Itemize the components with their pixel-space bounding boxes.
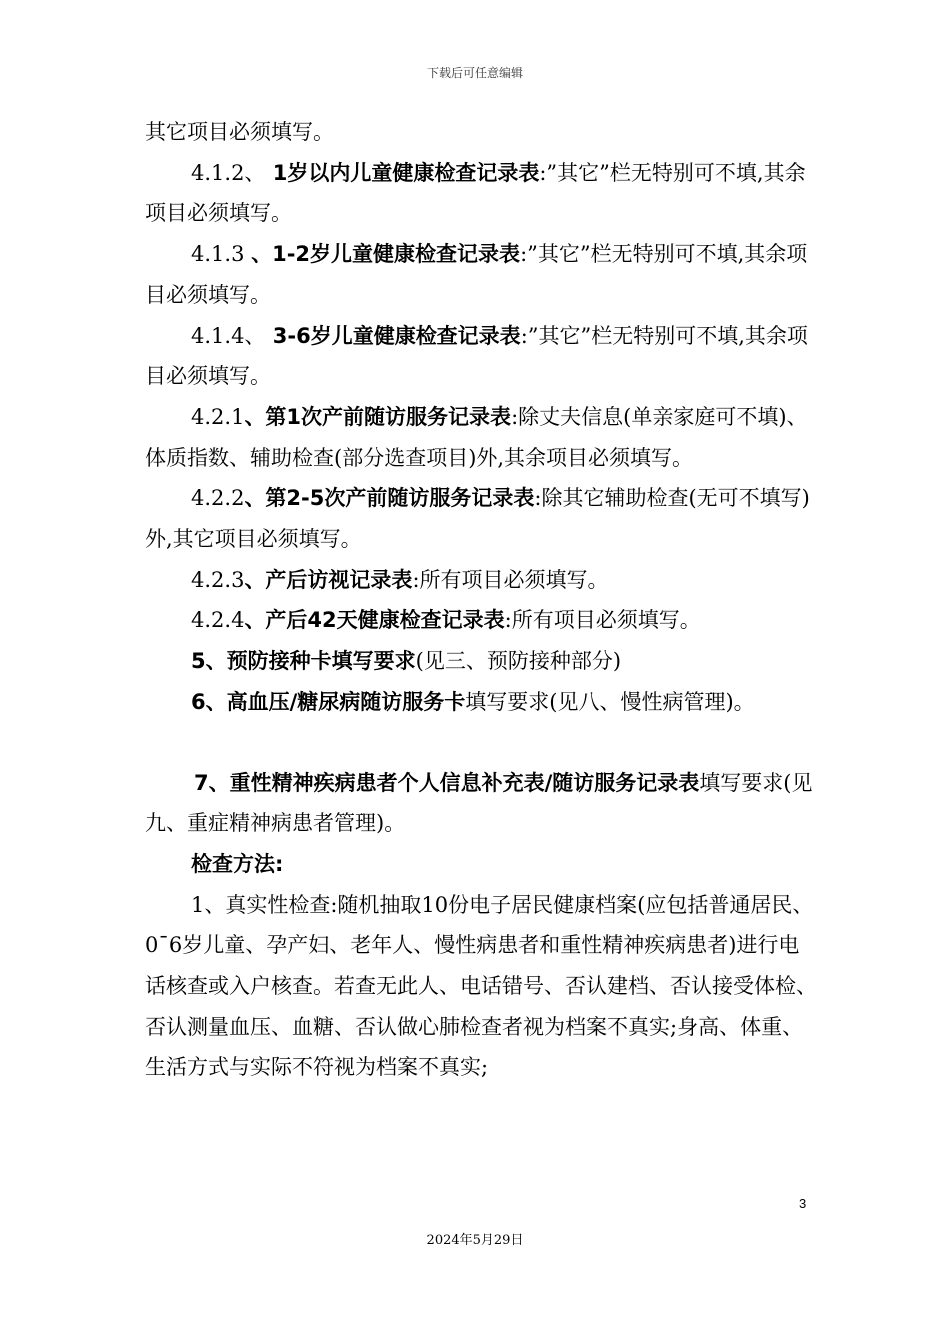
page-footer-date: 2024年5月29日 — [426, 1233, 524, 1248]
requirement-text: 填写要求(见九、重症精神病患者管理)。 — [145, 770, 813, 836]
section-heading: 6、高血压/糖尿病随访服务卡 — [191, 689, 466, 714]
requirement-text: 填写要求(见八、慢性病管理)。 — [465, 689, 755, 714]
paragraph-4-2-3 — [145, 560, 820, 601]
paragraph-4-2-2 — [145, 478, 820, 559]
section-heading: 检查方法: — [191, 851, 284, 876]
requirement-text: :除其它辅助检查(无可不填写)外,其它项目必须填写。 — [145, 486, 810, 552]
form-title: 3-6岁儿童健康检查记录表 — [265, 323, 521, 348]
section-number: 4.2.1 — [191, 404, 245, 429]
section-number: 4.1.4、 — [191, 323, 266, 348]
requirement-text: :”其它”栏无特别可不填,其余项目必须填写。 — [145, 323, 808, 389]
form-title: 、产后42天健康检查记录表 — [244, 608, 505, 633]
requirement-text: :所有项目必须填写。 — [412, 567, 609, 592]
paragraph-5 — [145, 641, 820, 682]
section-heading: 5、预防接种卡填写要求 — [191, 649, 416, 674]
section-number: 4.1.3 — [191, 242, 252, 267]
form-title: 1岁以内儿童健康检查记录表 — [265, 160, 540, 185]
form-title: 、第2-5次产前随访服务记录表 — [244, 486, 535, 511]
paragraph-7 — [145, 763, 820, 844]
page-number: 3 — [799, 1196, 807, 1211]
paragraph-0: 其它项目必须填写。 — [145, 120, 334, 144]
requirement-text: :所有项目必须填写。 — [504, 608, 701, 633]
requirement-text: :”其它”栏无特别可不填,其余项目必须填写。 — [145, 160, 806, 226]
paragraph-authenticity-check — [145, 885, 820, 1089]
paragraph-check-method — [145, 844, 820, 885]
requirement-text: (见三、预防接种部分) — [415, 649, 622, 674]
section-number: 4.2.2 — [191, 486, 245, 511]
section-number: 4.1.2、 — [191, 160, 266, 185]
requirement-text: :”其它”栏无特别可不填,其余项目必须填写。 — [145, 242, 808, 307]
requirement-text: :除丈夫信息(单亲家庭可不填)、 体质指数、辅助检查(部分选查项目)外,其余项目必须填写。 — [145, 404, 808, 470]
section-number: 4.2.3 — [191, 567, 245, 592]
paragraph-4-2-4 — [145, 600, 820, 641]
blank-line — [145, 723, 820, 763]
paragraph-4-1-3 — [145, 234, 820, 315]
paragraph-4-1-2 — [145, 153, 820, 234]
paragraph-4-2-1 — [145, 397, 820, 478]
requirement-text: 1、真实性检查:随机抽取10份电子居民健康档案(应包括普通居民、0¯6岁儿童、孕产妇、老年人、慢性病患者和重性精神疾病患者)进行电话核查或入户核查。若查无此人、电话错号、否认建档、否认接受体检、否认测量血压、血糖、否认做心肺检查者视为档案不真实;身高、体重、生活方式与实际不符视为档案不真实; — [145, 892, 817, 1080]
form-title: 、产后访视记录表 — [244, 567, 413, 592]
document-body — [145, 112, 820, 1088]
page-header: 下载后可任意编辑 — [426, 66, 523, 80]
paragraph-6 — [145, 682, 820, 723]
paragraph-4-1-4 — [145, 316, 820, 397]
form-title: 、1-2岁儿童健康检查记录表 — [251, 242, 521, 267]
section-number: 4.2.4 — [191, 608, 245, 633]
form-title: 、第1次产前随访服务记录表 — [244, 404, 512, 429]
section-heading: 7、重性精神疾病患者个人信息补充表/随访服务记录表 — [194, 770, 700, 795]
